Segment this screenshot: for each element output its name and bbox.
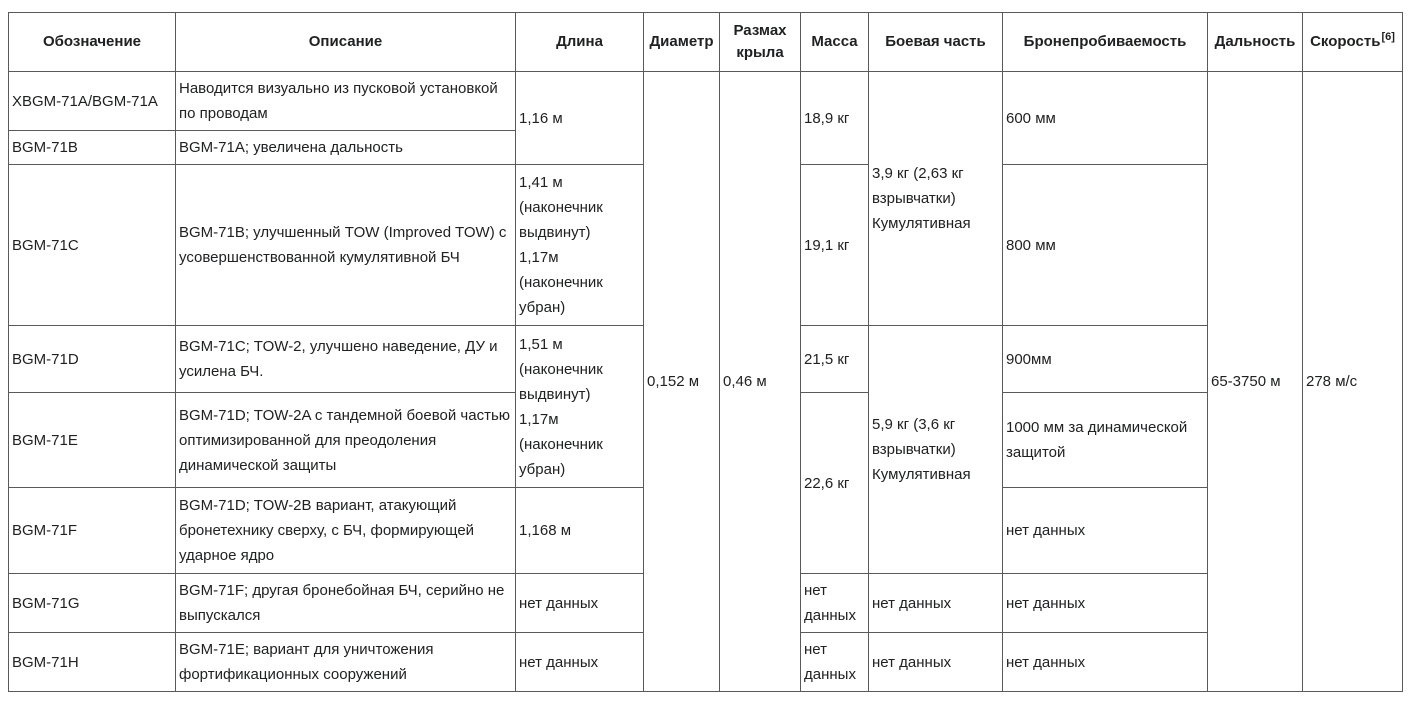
cell-wingspan: 0,46 м [720, 72, 801, 692]
cell-description: BGM-71B; улучшенный TOW (Improved TOW) с усовершенствованной кумулятивной БЧ [176, 165, 516, 326]
cell-speed: 278 м/с [1303, 72, 1403, 692]
cell-mass: 18,9 кг [801, 72, 869, 165]
length-line: (наконечник [519, 360, 603, 378]
cell-penetration: 800 мм [1003, 165, 1208, 326]
header-speed [1303, 13, 1403, 72]
cell-warhead [869, 72, 1003, 326]
length-line: 1,17м [519, 410, 559, 428]
cell-description: BGM-71F; другая бронебойная БЧ, серийно не выпускался [176, 574, 516, 633]
length-line: 1,51 м [519, 335, 563, 353]
header-description: Описание [176, 13, 516, 72]
cell-length: 1,16 м [516, 72, 644, 165]
mass-line: данных [804, 607, 856, 624]
cell-designation: BGM-71D [9, 326, 176, 393]
header-length: Длина [516, 13, 644, 72]
cell-designation: BGM-71F [9, 488, 176, 574]
warhead-line: Кумулятивная [872, 215, 971, 232]
cell-mass: 22,6 кг [801, 393, 869, 574]
header-wingspan [720, 13, 801, 72]
header-mass: Масса [801, 13, 869, 72]
header-diameter: Диаметр [644, 13, 720, 72]
cell-warhead: нет данных [869, 574, 1003, 633]
header-designation: Обозначение [9, 13, 176, 72]
cell-penetration: 1000 мм за динамической защитой [1003, 393, 1208, 488]
cell-description: BGM-71D; TOW-2A с тандемной боевой частью оптимизированной для преодоления динамической защиты [176, 393, 516, 488]
cell-designation: BGM-71C [9, 165, 176, 326]
length-line: убран) [519, 299, 566, 316]
length-line: (наконечник [519, 435, 603, 453]
cell-length: нет данных [516, 633, 644, 692]
header-penetration: Бронепробиваемость [1003, 13, 1208, 72]
header-wingspan-line2: крыла [736, 44, 784, 61]
cell-description: Наводится визуально из пусковой установкой по проводам [176, 72, 516, 131]
cell-length [516, 165, 644, 326]
cell-diameter: 0,152 м [644, 72, 720, 692]
cell-warhead: нет данных [869, 633, 1003, 692]
cell-description: BGM-71D; TOW-2B вариант, атакующий бронетехнику сверху, с БЧ, формирующей ударное ядро [176, 488, 516, 574]
cell-mass [801, 633, 869, 692]
warhead-line: 3,9 кг (2,63 кг [872, 165, 964, 182]
header-wingspan-line1: Размах [733, 22, 787, 39]
header-speed-label: Скорость [1310, 33, 1381, 50]
cell-mass: 19,1 кг [801, 165, 869, 326]
cell-length [516, 326, 644, 488]
warhead-line: Кумулятивная [872, 466, 971, 483]
cell-designation: XBGM-71A/BGM-71A [9, 72, 176, 131]
warhead-line: 5,9 кг (3,6 кг [872, 416, 956, 433]
cell-length: нет данных [516, 574, 644, 633]
length-line: убран) [519, 460, 566, 478]
mass-line: нет [804, 582, 827, 599]
cell-designation: BGM-71E [9, 393, 176, 488]
cell-penetration: нет данных [1003, 488, 1208, 574]
cell-mass: 21,5 кг [801, 326, 869, 393]
cell-length: 1,168 м [516, 488, 644, 574]
length-line: (наконечник [519, 274, 603, 291]
cell-designation: BGM-71H [9, 633, 176, 692]
length-line: 1,17м [519, 249, 559, 266]
cell-range: 65-3750 м [1208, 72, 1303, 692]
cell-description: BGM-71C; TOW-2, улучшено наведение, ДУ и усилена БЧ. [176, 326, 516, 393]
length-line: выдвинут) [519, 385, 591, 403]
length-line: (наконечник [519, 199, 603, 216]
cell-mass [801, 574, 869, 633]
specifications-table [8, 12, 1403, 692]
cell-penetration: нет данных [1003, 574, 1208, 633]
length-line: 1,41 м [519, 174, 563, 191]
warhead-line: взрывчатки) [872, 190, 956, 207]
warhead-line: взрывчатки) [872, 441, 956, 458]
cell-description: BGM-71E; вариант для уничтожения фортификационных сооружений [176, 633, 516, 692]
header-range: Дальность [1208, 13, 1303, 72]
cell-penetration: 600 мм [1003, 72, 1208, 165]
mass-line: нет [804, 641, 827, 658]
length-line: выдвинут) [519, 224, 591, 241]
cell-designation: BGM-71B [9, 131, 176, 165]
cell-description: BGM-71A; увеличена дальность [176, 131, 516, 165]
cell-designation: BGM-71G [9, 574, 176, 633]
reference-link[interactable]: [6] [1381, 31, 1395, 43]
cell-penetration: 900мм [1003, 326, 1208, 393]
header-warhead: Боевая часть [869, 13, 1003, 72]
mass-line: данных [804, 666, 856, 683]
cell-warhead [869, 326, 1003, 574]
cell-penetration: нет данных [1003, 633, 1208, 692]
